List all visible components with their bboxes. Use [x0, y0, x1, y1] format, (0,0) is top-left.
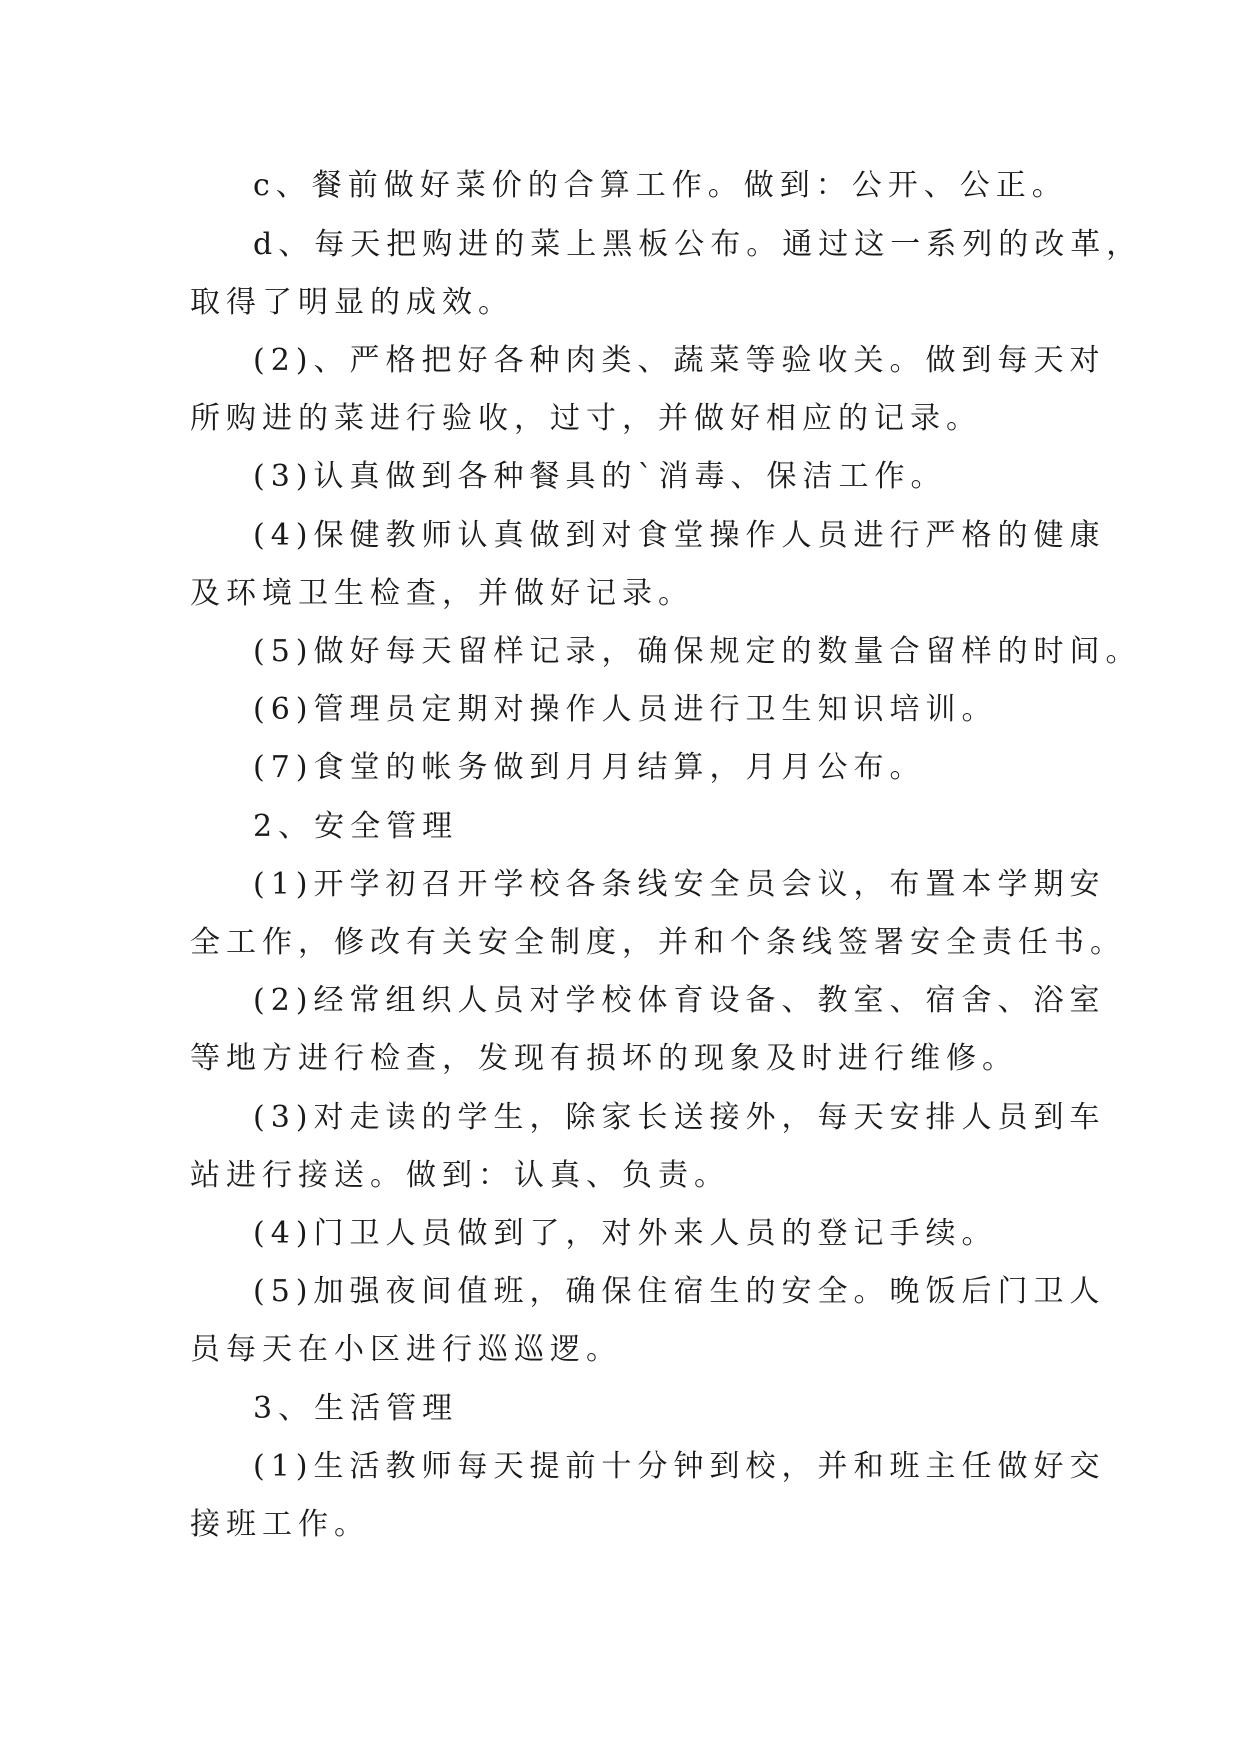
text-line: (3)认真做到各种餐具的`消毒、保洁工作。 — [253, 459, 947, 494]
text-line: 取得了明显的成效。 — [190, 285, 514, 320]
section-heading: 2、安全管理 — [253, 809, 459, 844]
text-line: (5)做好每天留样记录，确保规定的数量合留样的时间。 — [253, 634, 1142, 669]
text-line: (1)生活教师每天提前十分钟到校，并和班主任做好交 — [253, 1449, 1106, 1484]
section-heading: 3、生活管理 — [253, 1391, 459, 1426]
text-line: 员每天在小区进行巡巡逻。 — [190, 1332, 622, 1367]
text-line: (3)对走读的学生，除家长送接外，每天安排人员到车 — [253, 1100, 1106, 1135]
text-line: (2)、严格把好各种肉类、蔬菜等验收关。做到每天对 — [253, 343, 1106, 378]
text-line: 所购进的菜进行验收，过寸，并做好相应的记录。 — [190, 401, 982, 436]
text-line: (6)管理员定期对操作人员进行卫生知识培训。 — [253, 692, 998, 727]
text-line: (4)门卫人员做到了，对外来人员的登记手续。 — [253, 1216, 998, 1251]
text-line: 及环境卫生检查，并做好记录。 — [190, 576, 694, 611]
text-line: c、餐前做好菜价的合算工作。做到：公开、公正。 — [253, 168, 1068, 203]
text-line: d、每天把购进的菜上黑板公布。通过这一系列的改革， — [253, 227, 1143, 262]
text-line: (7)食堂的帐务做到月月结算，月月公布。 — [253, 750, 926, 785]
text-line: (5)加强夜间值班，确保住宿生的安全。晚饭后门卫人 — [253, 1274, 1106, 1309]
text-line: 接班工作。 — [190, 1507, 370, 1542]
text-line: (4)保健教师认真做到对食堂操作人员进行严格的健康 — [253, 518, 1106, 553]
text-line: 站进行接送。做到：认真、负责。 — [190, 1158, 730, 1193]
text-line: 全工作，修改有关安全制度，并和个条线签署安全责任书。 — [190, 925, 1126, 960]
text-line: 等地方进行检查，发现有损坏的现象及时进行维修。 — [190, 1041, 1018, 1076]
text-line: (1)开学初召开学校各条线安全员会议，布置本学期安 — [253, 867, 1106, 902]
text-line: (2)经常组织人员对学校体育设备、教室、宿舍、浴室 — [253, 983, 1106, 1018]
